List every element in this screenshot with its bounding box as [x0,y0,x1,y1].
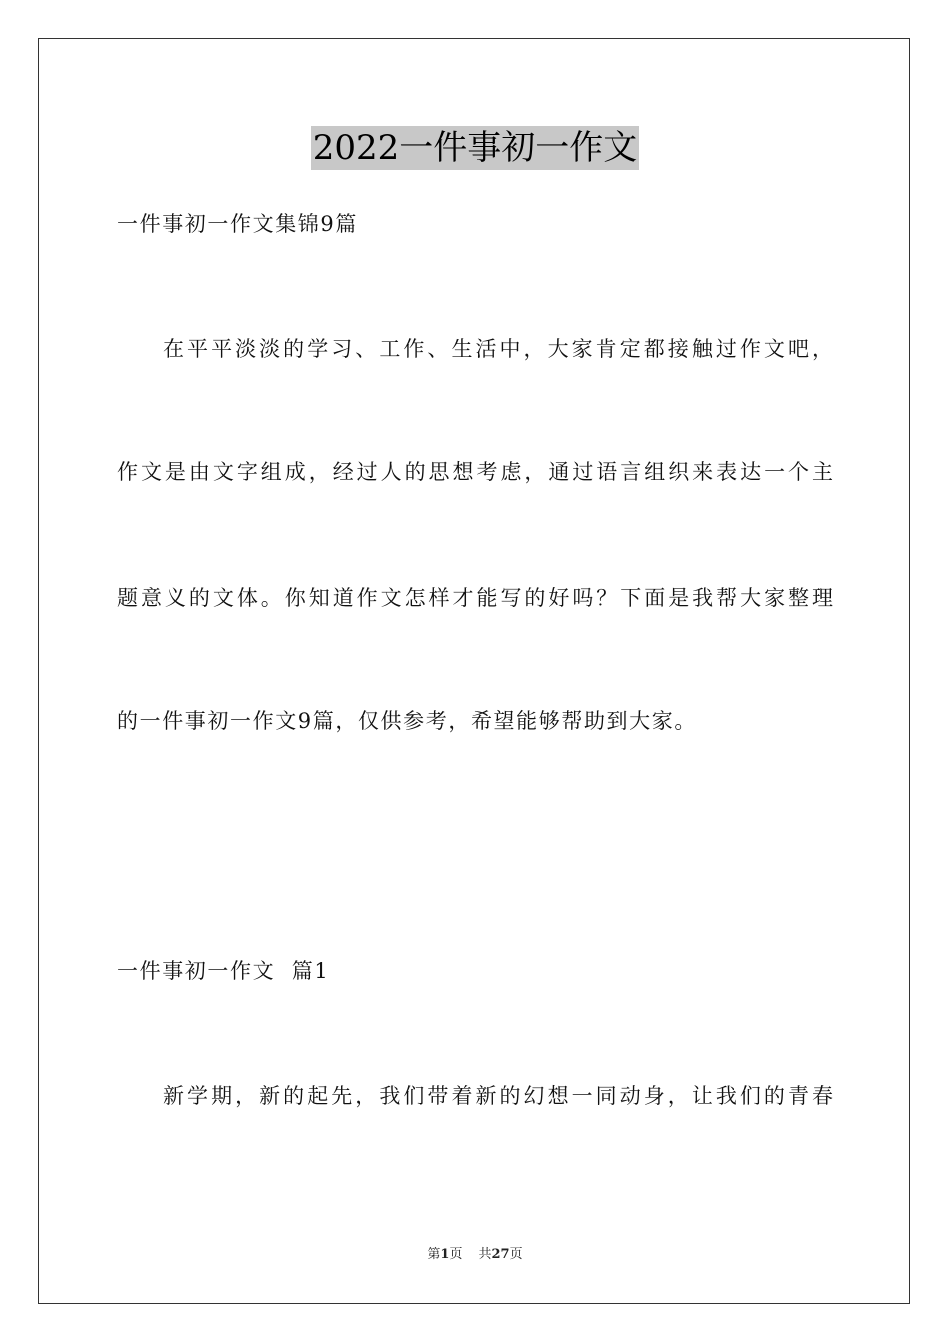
section-heading: 一件事初一作文 篇1 [117,959,330,983]
section-line-1: 新学期，新的起先，我们带着新的幻想一同动身，让我们的青春 [163,1084,833,1108]
intro-line-1: 在平平淡淡的学习、工作、生活中，大家肯定都接触过作文吧， [163,337,833,361]
total-suffix: 页 [509,1247,523,1262]
document-title: 2022一件事初一作文 [312,128,638,168]
title-container [0,126,950,170]
total-prefix: 共 [478,1247,492,1262]
page-prefix: 第 [427,1247,441,1262]
document-subtitle: 一件事初一作文集锦9篇 [117,212,358,236]
intro-line-3: 题意义的文体。你知道作文怎样才能写的好吗？下面是我帮大家整理 [117,586,833,610]
page-total: 27 [491,1247,510,1262]
intro-line-4: 的一件事初一作文9篇，仅供参考，希望能够帮助到大家。 [117,709,697,733]
page-footer [0,1246,950,1264]
intro-line-2: 作文是由文字组成，经过人的思想考虑，通过语言组织来表达一个主 [117,460,833,484]
page-current: 1 [440,1247,450,1262]
page-suffix: 页 [449,1247,463,1262]
